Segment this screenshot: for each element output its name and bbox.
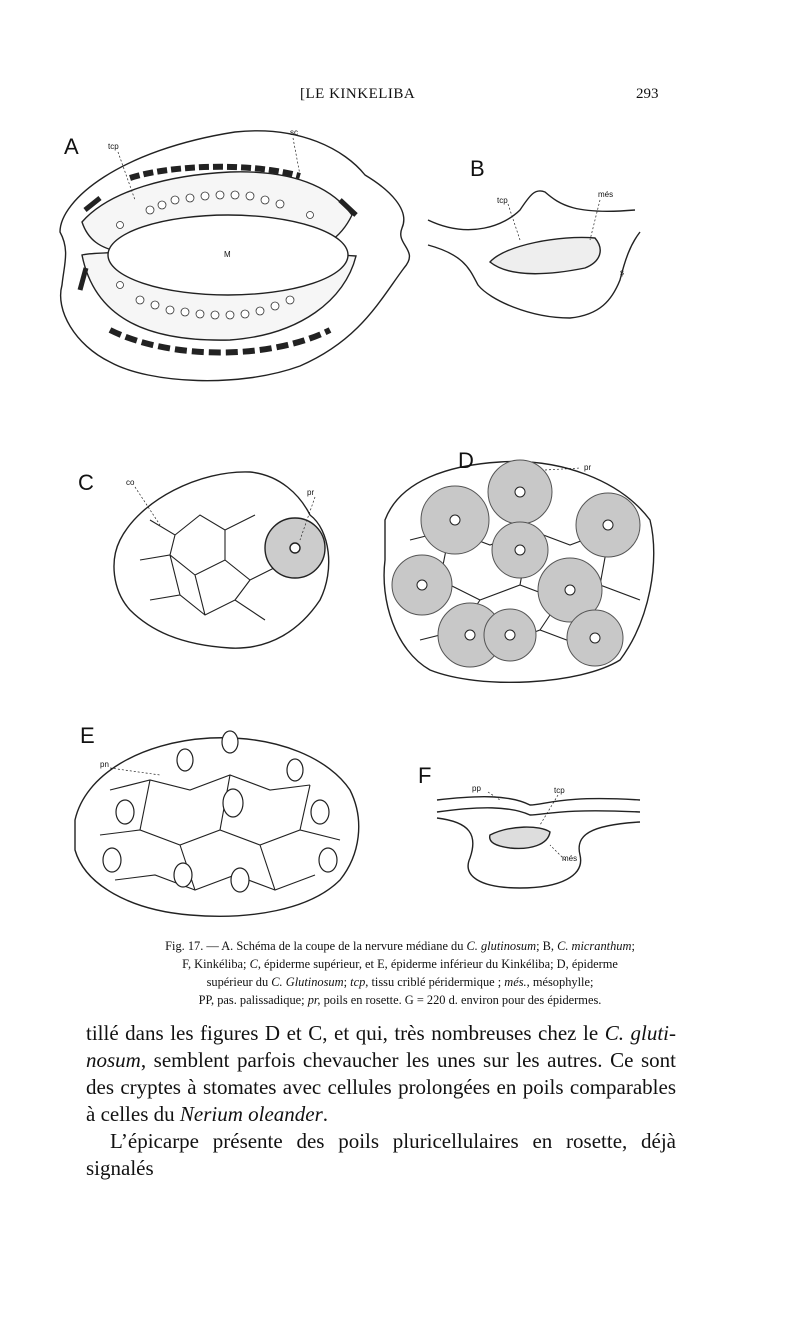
panel-b-vascular-strand [490, 237, 600, 273]
panel-f-label-mes: més [562, 854, 578, 863]
panel-f-vascular-strand [490, 827, 550, 848]
panel-e-outline [75, 738, 359, 916]
panel-b-label-tcp: tcp [497, 196, 508, 205]
panel-a-label-m: M [224, 250, 231, 259]
panel-f-upper-epidermis [437, 797, 640, 805]
panel-e-label-pn: pn [100, 760, 109, 769]
panel-a-label-sc: sc [290, 128, 298, 137]
panel-d-letter: D [458, 448, 474, 473]
panel-b-label-mes: més [598, 190, 614, 199]
panel-d-label-pr: pr [584, 463, 592, 472]
figure-caption: Fig. 17. — A. Schéma de la coupe de la nervure médiane du C. glutinosum; B, C. micranthum; F, Kinkéliba; C, épiderme supérieur, et E, épiderme inférieur du Kinkéliba; D, épiderme supérieur du C. Glutinosum; tcp, tissu criblé péridermique ; més., mésophylle; PP, pas. palissadique; pr, poils en rosette. G = 220 d. environ pour des épidermes. [165, 939, 635, 1007]
panel-b-section [428, 191, 640, 318]
panel-a-letter: A [64, 134, 79, 159]
panel-a-midrib-section [60, 131, 409, 381]
panel-e-letter: E [80, 723, 95, 748]
body-paragraph-2: L’épicarpe présente des poils pluricellulaires en rosette, déjà signalés [86, 1129, 676, 1180]
running-header: [LE KINKELIBA [300, 86, 416, 102]
panel-b-letter: B [470, 156, 485, 181]
panel-a-label-tcp: tcp [108, 142, 119, 151]
panel-e-epidermis [75, 731, 359, 916]
body-text [86, 1020, 676, 1182]
panel-c-label-pr: pr [307, 488, 315, 497]
panel-e-stoma [223, 789, 243, 817]
panel-f-label-pp: pp [472, 784, 481, 793]
panel-d-epidermis [384, 460, 654, 682]
body-paragraph-1: tillé dans les figures D et C, et qui, très nombreuses chez le C. gluti-nosum, semblent parfois chevaucher les unes sur les autres. Ce sont des cryptes à stomates avec cellules prolongées en poils comparables à celles du Nerium oleander. [86, 1021, 676, 1126]
panel-f-section [437, 797, 640, 888]
panel-c-label-co: co [126, 478, 135, 487]
panel-f-label-tcp: tcp [554, 786, 565, 795]
panel-c-letter: C [78, 470, 94, 495]
panel-c-epidermis [114, 472, 329, 648]
panel-b-label-s: ş [620, 268, 624, 277]
page-number: 293 [636, 86, 659, 102]
panel-f-letter: F [418, 763, 432, 788]
